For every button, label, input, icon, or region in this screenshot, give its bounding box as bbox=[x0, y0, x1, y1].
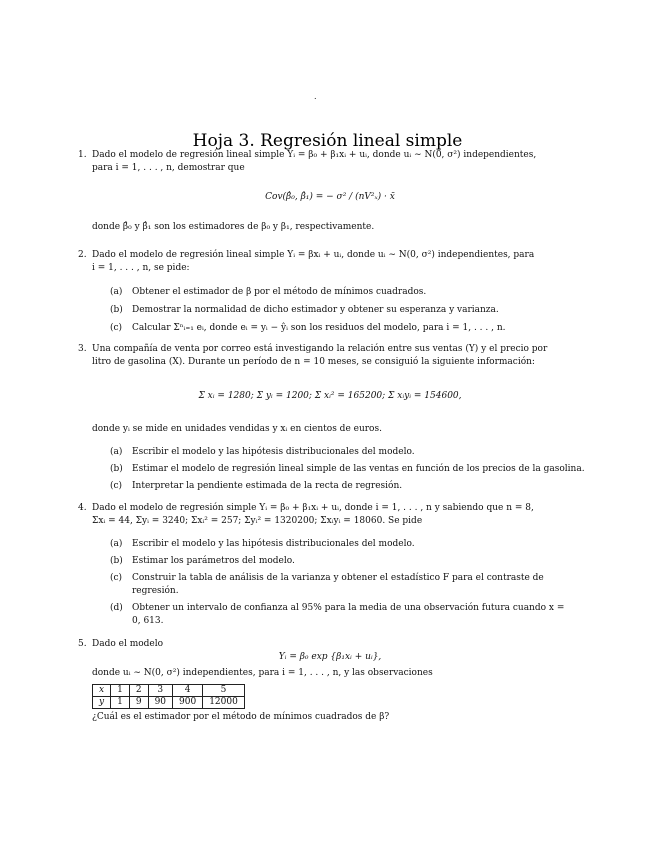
item-text: Obtener el estimador de β por el método de mínimos cuadrados. bbox=[132, 287, 427, 297]
item-label: (a) bbox=[110, 287, 123, 297]
problem-1 bbox=[78, 149, 568, 234]
problem-number: 1. bbox=[78, 150, 87, 160]
problem-text: litro de gasolina (X). Durante un período de n = 10 meses, se consiguió la siguiente información: bbox=[92, 357, 535, 367]
table-cell: y bbox=[93, 697, 111, 709]
table-cell: 9 bbox=[129, 697, 148, 709]
problem-text: donde uᵢ ∼ N(0, σ²) independientes, para i = 1, . . . , n, y las observaciones bbox=[92, 668, 433, 678]
item-text: Escribir el modelo y las hipótesis distribucionales del modelo. bbox=[132, 447, 415, 457]
page-title: Hoja 3. Regresión lineal simple bbox=[192, 131, 463, 152]
problem-text: Σxᵢ = 44, Σyᵢ = 3240; Σxᵢ² = 257; Σyᵢ² = 1320200; Σxᵢyᵢ = 18060. Se pide bbox=[92, 516, 423, 526]
problem-3 bbox=[78, 343, 585, 493]
equation: Σ xᵢ = 1280; Σ yᵢ = 1200; Σ xᵢ² = 165200; Σ xᵢyᵢ = 154600, bbox=[198, 391, 462, 401]
list-item bbox=[110, 572, 568, 598]
page-dot: . bbox=[314, 92, 317, 101]
item-label: (c) bbox=[110, 573, 123, 583]
table-cell: 3 bbox=[148, 685, 172, 697]
table-cell: 12000 bbox=[203, 697, 245, 709]
item-label: (b) bbox=[110, 556, 123, 566]
table-row bbox=[93, 685, 245, 697]
equation: Yᵢ = β₀ exp {β₁xᵢ + uᵢ}, bbox=[278, 652, 382, 662]
item-text: Estimar el modelo de regresión lineal simple de las ventas en función de los precios de la gasolina. bbox=[132, 464, 585, 474]
problem-number: 3. bbox=[78, 344, 87, 354]
item-label: (b) bbox=[110, 464, 123, 474]
table-cell: x bbox=[93, 685, 111, 697]
problem-text: i = 1, . . . , n, se pide: bbox=[92, 263, 190, 273]
list-item bbox=[110, 446, 568, 459]
table-cell: 900 bbox=[173, 697, 203, 709]
item-text: Obtener un intervalo de confianza al 95% para la media de una observación futura cuando x = 0, 613. bbox=[132, 603, 565, 626]
problem-text: Dado el modelo de regresión lineal simple Yᵢ = β₀ + β₁xᵢ + uᵢ, donde uᵢ ∼ N(0, σ²) independientes, bbox=[92, 150, 537, 160]
problem-number: 5. bbox=[78, 639, 87, 649]
problem-5 bbox=[78, 638, 568, 724]
item-label: (a) bbox=[110, 447, 123, 457]
item-text: Calcular Σⁿᵢ₌₁ eᵢ, donde eᵢ = yᵢ − ŷᵢ son los residuos del modelo, para i = 1, . . . , n. bbox=[132, 323, 506, 333]
equation: Cov(β̂₀, β̂₁) = − σ² / (nV²ₓ) · x̄ bbox=[265, 192, 395, 202]
problem-2 bbox=[78, 249, 568, 335]
item-text: Escribir el modelo y las hipótesis distribucionales del modelo. bbox=[132, 539, 415, 549]
problem-text: donde yᵢ se mide en unidades vendidas y xᵢ en cientos de euros. bbox=[92, 424, 382, 434]
list-item bbox=[110, 304, 568, 317]
observations-table bbox=[92, 684, 245, 709]
problem-text: Dado el modelo de regresión lineal simple Yᵢ = βxᵢ + uᵢ, donde uᵢ ∼ N(0, σ²) independientes, para bbox=[92, 250, 535, 260]
table-cell: 1 bbox=[111, 697, 130, 709]
table-cell: 1 bbox=[111, 685, 130, 697]
problem-number: 4. bbox=[78, 503, 87, 513]
item-label: (d) bbox=[110, 603, 123, 613]
item-label: (c) bbox=[110, 481, 123, 491]
problem-text: donde β̂₀ y β̂₁ son los estimadores de β₀ y β₁, respectivamente. bbox=[92, 222, 375, 232]
list-item bbox=[110, 463, 585, 476]
table-cell: 90 bbox=[148, 697, 172, 709]
item-text: Estimar los parámetros del modelo. bbox=[132, 556, 295, 566]
item-text: Construir la tabla de análisis de la varianza y obtener el estadístico F para el contraste de regresión. bbox=[132, 573, 544, 596]
list-item bbox=[110, 538, 568, 551]
table-cell: 2 bbox=[129, 685, 148, 697]
problem-question: ¿Cuál es el estimador por el método de mínimos cuadrados de β? bbox=[92, 712, 390, 722]
list-item bbox=[110, 322, 568, 335]
problem-text: Dado el modelo de regresión simple Yᵢ = β₀ + β₁xᵢ + uᵢ, donde i = 1, . . . , n y sabiendo que n = 8, bbox=[92, 503, 534, 513]
item-text: Interpretar la pendiente estimada de la recta de regresión. bbox=[132, 481, 403, 491]
item-label: (c) bbox=[110, 323, 123, 333]
problem-text: Dado el modelo bbox=[92, 639, 164, 649]
list-item bbox=[110, 555, 568, 568]
problem-4 bbox=[78, 502, 568, 628]
problem-text: Una compañía de venta por correo está investigando la relación entre sus ventas (Y) y el precio por bbox=[92, 344, 548, 354]
item-label: (a) bbox=[110, 539, 123, 549]
problem-text: para i = 1, . . . , n, demostrar que bbox=[92, 163, 245, 173]
problem-number: 2. bbox=[78, 250, 87, 260]
list-item bbox=[110, 480, 568, 493]
table-row bbox=[93, 697, 245, 709]
table-cell: 4 bbox=[173, 685, 203, 697]
list-item bbox=[110, 602, 568, 628]
table-cell: 5 bbox=[203, 685, 245, 697]
item-text: Demostrar la normalidad de dicho estimador y obtener su esperanza y varianza. bbox=[132, 305, 499, 315]
list-item bbox=[110, 286, 568, 299]
item-label: (b) bbox=[110, 305, 123, 315]
